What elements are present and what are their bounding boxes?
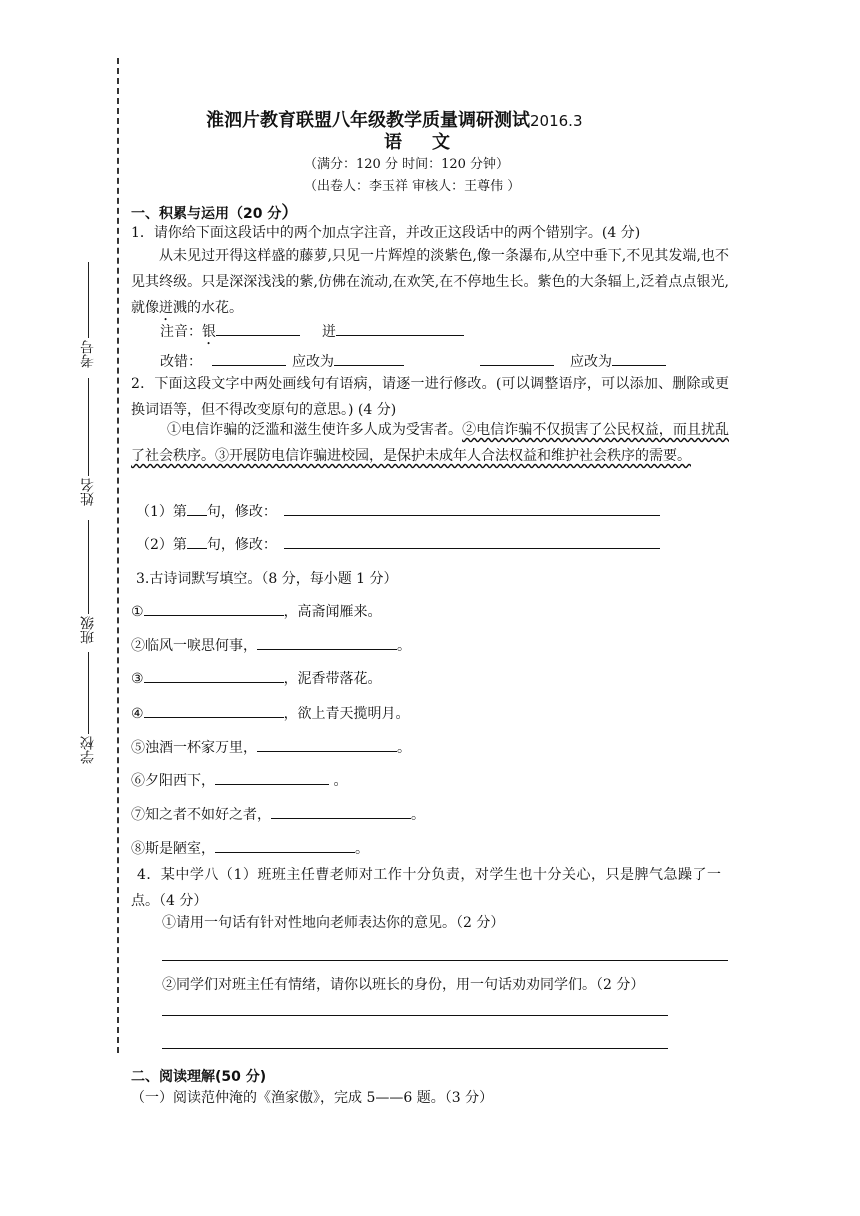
exam-meta-score-time: （满分：120 分 时间：120 分钟） bbox=[304, 157, 510, 172]
fix1-answer-line[interactable] bbox=[284, 515, 660, 516]
poem-blank-2[interactable] bbox=[257, 635, 397, 650]
poem-blank-8[interactable] bbox=[215, 838, 355, 853]
exam-no-blank bbox=[88, 262, 89, 338]
poem-blank-3[interactable] bbox=[144, 668, 284, 683]
q2-fix2: （2）第 句，修改： bbox=[136, 534, 277, 554]
poem-line-5: ⑤浊酒一杯家万里， 。 bbox=[131, 737, 411, 757]
exam-title: 淮泗片教育联盟八年级教学质量调研测试2016.3 bbox=[206, 110, 583, 131]
name-blank bbox=[88, 378, 89, 476]
subject-title: 语文 bbox=[384, 132, 480, 153]
q4-sub1: ①请用一句话有针对性地向老师表达你的意见。（2 分） bbox=[162, 915, 505, 931]
exam-no-label: 考号 bbox=[80, 340, 96, 368]
poem-line-4: ④ ，欲上青天揽明月。 bbox=[131, 703, 410, 723]
q4-sub2-answer-line-1[interactable] bbox=[162, 1015, 668, 1016]
q1-correct-line: 改错： 应改为 应改为 bbox=[160, 351, 666, 371]
poem-line-2: ②临风一唳思何事， 。 bbox=[131, 635, 411, 655]
poem-line-6: ⑥夕阳西下， 。 bbox=[131, 770, 347, 790]
q4-sub2-answer-line-2[interactable] bbox=[162, 1048, 668, 1049]
poem-blank-4[interactable] bbox=[144, 703, 284, 718]
fix1-sentence-no[interactable] bbox=[187, 501, 207, 516]
q2-underlined-sentence-2: ②电信诈骗不仅损害了公民权益，而且扰乱了社会秩序。 bbox=[131, 422, 730, 464]
q4-sub1-answer-line[interactable] bbox=[162, 960, 728, 961]
q1-passage: 从未见过开得这样盛的藤萝,只见一片辉煌的淡紫色,像一条瀑布,从空中垂下,不见其发端,也不见其终级。只是深深浅浅的紫,仿佛在流动,在欢笑,在不停地生长。紫色的大条辐上,泛着点点银光,就像迸溅的水花。 bbox=[131, 248, 729, 316]
poem-line-7: ⑦知之者不如好之者， 。 bbox=[131, 804, 425, 824]
poem-blank-7[interactable] bbox=[271, 804, 411, 819]
fix-char-blank-2[interactable] bbox=[612, 351, 666, 366]
class-label: 班级 bbox=[80, 616, 96, 644]
class-blank bbox=[88, 520, 89, 614]
poem-line-1: ① ，高斋闻雁来。 bbox=[131, 601, 382, 621]
exam-meta-authors: （出卷人：李玉祥 审核人：王尊伟 ） bbox=[304, 179, 521, 194]
poem-blank-1[interactable] bbox=[144, 601, 284, 616]
poem-line-3: ③ ，泥香带落花。 bbox=[131, 668, 382, 688]
wrong-char-blank-2[interactable] bbox=[480, 351, 554, 366]
q2-underlined-sentence-3: ③开展防电信诈骗进校园，是保护未成年人合法权益和维护社会秩序的需要。 bbox=[215, 448, 691, 464]
section1-heading: 一、积累与运用（20 分） bbox=[131, 203, 299, 223]
q2-fix1: （1）第 句，修改： bbox=[136, 501, 277, 521]
q1-prompt: 1．请你给下面这段话中的两个加点字注音，并改正这段话中的两个错别字。(4 分) bbox=[131, 225, 641, 241]
name-label: 姓名 bbox=[80, 478, 96, 506]
q1-annotate-line: 注音：银 迸 bbox=[160, 321, 464, 348]
binding-dashed-line bbox=[117, 58, 119, 1053]
section2-sub: （一）阅读范仲淹的《渔家傲》，完成 5——6 题。（3 分） bbox=[131, 1090, 494, 1106]
school-blank bbox=[88, 652, 89, 734]
school-label: 学校 bbox=[80, 736, 96, 764]
q2-passage: ①电信诈骗的泛滥和滋生使许多人成为受害者。②电信诈骗不仅损害了公民权益，而且扰乱了社会秩序。③开展防电信诈骗进校园，是保护未成年人合法权益和维护社会秩序的需要。 bbox=[131, 422, 730, 464]
poem-line-8: ⑧斯是陋室， 。 bbox=[131, 838, 369, 858]
poem-blank-5[interactable] bbox=[257, 737, 397, 752]
q4-prompt: 4．某中学八（1）班班主任曹老师对工作十分负责，对学生也十分关心，只是脾气急躁了一点。（4 分） bbox=[131, 867, 721, 909]
q2-prompt: 2．下面这段文字中两处画线句有语病，请逐一进行修改。(可以调整语序，可以添加、删除或更换词语等，但不得改变原句的意思。) (4 分) bbox=[131, 376, 729, 418]
q3-prompt: 3.古诗词默写填空。（8 分，每小题 1 分） bbox=[136, 571, 398, 587]
annotate-blank-1[interactable] bbox=[216, 321, 300, 336]
fix-char-blank-1[interactable] bbox=[334, 351, 404, 366]
wrong-char-blank-1[interactable] bbox=[212, 351, 286, 366]
section2-heading: 二、阅读理解(50 分) bbox=[131, 1069, 267, 1085]
fix2-answer-line[interactable] bbox=[284, 548, 660, 549]
fix2-sentence-no[interactable] bbox=[187, 534, 207, 549]
annotate-blank-2[interactable] bbox=[336, 321, 464, 336]
q4-sub2: ②同学们对班主任有情绪，请你以班长的身份，用一句话劝劝同学们。（2 分） bbox=[162, 977, 645, 993]
poem-blank-6[interactable] bbox=[215, 770, 329, 785]
